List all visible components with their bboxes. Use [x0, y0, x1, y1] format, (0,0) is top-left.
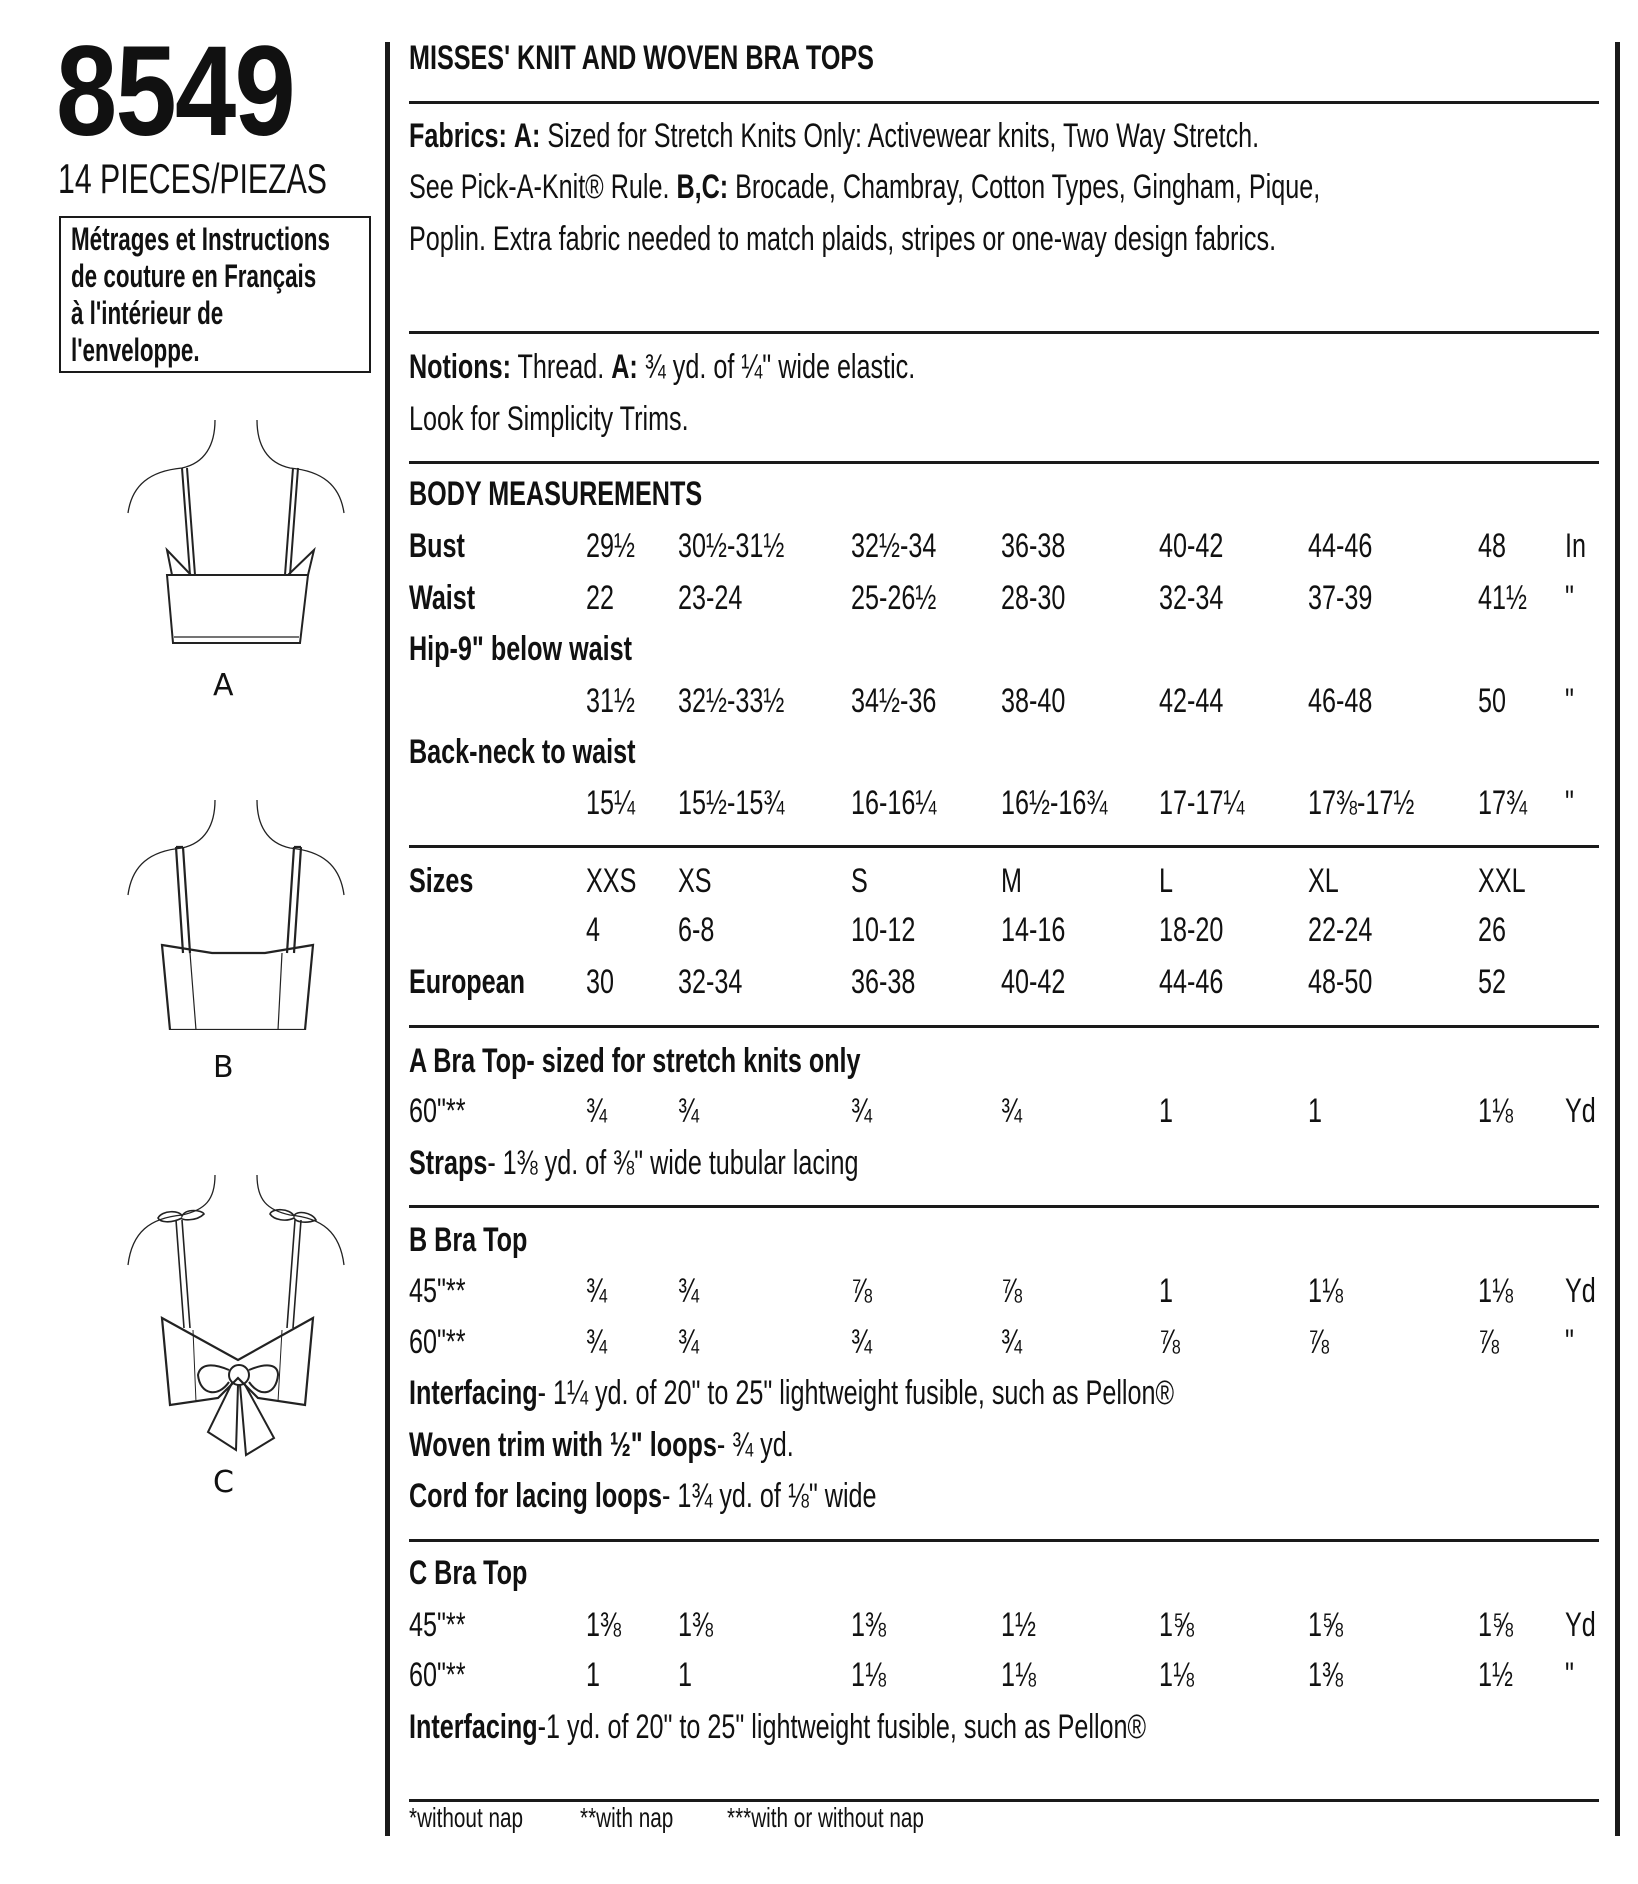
- hip-value: 34½-36: [851, 682, 937, 720]
- size-number: 10-12: [851, 911, 916, 949]
- fabrics-label: Fabrics:: [409, 117, 507, 155]
- bust-value: 30½-31½: [678, 527, 785, 565]
- waist-value: 41½: [1478, 579, 1527, 617]
- back-neck-value: 15½-15¾: [678, 784, 785, 822]
- view-b-45-unit: Yd: [1565, 1272, 1596, 1310]
- hip-value: 38-40: [1001, 682, 1066, 720]
- european-size: 30: [586, 963, 614, 1001]
- view-b-45-value: 1⅛: [1308, 1272, 1343, 1310]
- waist-label: Waist: [409, 579, 476, 617]
- view-b-45-value: ¾: [678, 1272, 699, 1310]
- view-c-60-unit: ": [1565, 1656, 1574, 1694]
- bust-unit: In: [1565, 527, 1586, 565]
- left-divider: [385, 42, 390, 1836]
- hip-value: 42-44: [1159, 682, 1224, 720]
- view-c-45-label: 45"**: [409, 1606, 466, 1644]
- view-b-60-value: ¾: [1001, 1323, 1022, 1361]
- view-c-60-value: 1⅛: [1159, 1656, 1194, 1694]
- european-size: 52: [1478, 963, 1506, 1001]
- french-note-line: à l'intérieur de: [71, 295, 224, 331]
- view-b-45-value: ⅞: [851, 1272, 872, 1310]
- european-size: 40-42: [1001, 963, 1066, 1001]
- band: [167, 575, 308, 643]
- sizes-label: Sizes: [409, 862, 474, 900]
- fabrics-line-1: Fabrics: A: Sized for Stretch Knits Only: Activewear knits, Two Way Stretch.: [409, 117, 1260, 155]
- bust-value: 29½: [586, 527, 635, 565]
- french-instructions-box: [59, 216, 371, 373]
- size-number: 26: [1478, 911, 1506, 949]
- size-number: 4: [586, 911, 601, 949]
- size-letter: XS: [678, 862, 712, 900]
- size-letter: M: [1001, 862, 1022, 900]
- strap-right: [287, 1220, 301, 1328]
- fabrics-line-2: See Pick-A-Knit® Rule. B,C: Brocade, Chambray, Cotton Types, Gingham, Pique,: [409, 168, 1321, 206]
- view-c-45-value: 1⅝: [1159, 1606, 1194, 1644]
- back-neck-value: 17¾: [1478, 784, 1527, 822]
- fabrics-bc-label: B,C:: [676, 168, 729, 206]
- shoulder-line-left: [128, 420, 215, 513]
- view-a-60-value: ¾: [586, 1092, 607, 1130]
- waist-value: 23-24: [678, 579, 743, 617]
- view-c-60-value: 1: [678, 1656, 693, 1694]
- view-b-illustration: [110, 795, 370, 1030]
- view-a-rule: [409, 1205, 1599, 1208]
- size-letter: XXS: [586, 862, 637, 900]
- view-c-45-value: 1⅜: [678, 1606, 713, 1644]
- view-a-title: A Bra Top- sized for stretch knits only: [409, 1042, 861, 1080]
- hip-value: 32½-33½: [678, 682, 785, 720]
- shoulder-line-right: [257, 420, 344, 513]
- notions-rule: [409, 461, 1599, 464]
- waist-value: 37-39: [1308, 579, 1373, 617]
- view-b-60-value: ⅞: [1478, 1323, 1499, 1361]
- view-a-60-value: 1: [1159, 1092, 1174, 1130]
- back-neck-unit: ": [1565, 784, 1574, 822]
- view-c-60-value: 1: [586, 1656, 601, 1694]
- view-b-rule: [409, 1539, 1599, 1542]
- view-c-title: C Bra Top: [409, 1554, 528, 1592]
- size-number: 14-16: [1001, 911, 1066, 949]
- piece-count: [58, 155, 432, 203]
- view-a-60-unit: Yd: [1565, 1092, 1596, 1130]
- size-letter: XXL: [1478, 862, 1526, 900]
- view-c-45-value: 1⅝: [1478, 1606, 1513, 1644]
- view-b-45-value: ¾: [586, 1272, 607, 1310]
- right-divider: [1615, 42, 1620, 1836]
- size-letter: L: [1159, 862, 1174, 900]
- view-c-45-value: 1⅝: [1308, 1606, 1343, 1644]
- bow-tail-right: [240, 1383, 274, 1455]
- view-b-label: B: [213, 1050, 234, 1085]
- notions-line-2: Look for Simplicity Trims.: [409, 400, 689, 438]
- view-b-60-value: ¾: [678, 1323, 699, 1361]
- view-b-cord: Cord for lacing loops- 1¾ yd. of ⅛" wide: [409, 1477, 877, 1515]
- european-label: European: [409, 963, 526, 1001]
- view-b-60-label: 60"**: [409, 1323, 466, 1361]
- size-number: 6-8: [678, 911, 715, 949]
- back-neck-label: Back-neck to waist: [409, 733, 636, 771]
- back-neck-value: 17-17¼: [1159, 784, 1245, 822]
- view-b-interfacing: Interfacing- 1¼ yd. of 20" to 25" lightweight fusible, such as Pellon®: [409, 1374, 1175, 1412]
- footnote-with-or-without-nap: ***with or without nap: [727, 1802, 924, 1833]
- view-b-60-value: ⅞: [1308, 1323, 1329, 1361]
- strap-left: [182, 468, 195, 575]
- hip-value: 31½: [586, 682, 635, 720]
- back-neck-value: 16½-16¾: [1001, 784, 1108, 822]
- back-neck-value: 16-16¼: [851, 784, 937, 822]
- view-a-label: A: [213, 668, 234, 703]
- hip-label: Hip-9" below waist: [409, 630, 633, 668]
- view-a-straps: Straps- 1⅜ yd. of ⅜" wide tubular lacing: [409, 1144, 859, 1182]
- bow-knot: [229, 1365, 249, 1385]
- view-b-60-value: ⅞: [1159, 1323, 1180, 1361]
- view-a-60-value: ¾: [851, 1092, 872, 1130]
- fabrics-rule: [409, 331, 1599, 334]
- hip-unit: ": [1565, 682, 1574, 720]
- european-size: 44-46: [1159, 963, 1224, 1001]
- view-c-60-value: 1⅛: [1001, 1656, 1036, 1694]
- footnote-with-nap: **with nap: [580, 1802, 674, 1833]
- back-neck-value: 17⅜-17½: [1308, 784, 1415, 822]
- hip-value: 46-48: [1308, 682, 1373, 720]
- view-c-60-value: 1⅜: [1308, 1656, 1343, 1694]
- fabrics-a-label: A:: [513, 117, 541, 155]
- view-c-45-value: 1½: [1001, 1606, 1036, 1644]
- bust-value: 48: [1478, 527, 1506, 565]
- view-a-illustration: [110, 415, 370, 645]
- view-b-title: B Bra Top: [409, 1221, 528, 1259]
- view-c-60-value: 1⅛: [851, 1656, 886, 1694]
- french-note-line: l'enveloppe.: [71, 332, 200, 368]
- french-note-line: de couture en Français: [71, 258, 317, 294]
- view-a-60-value: ¾: [678, 1092, 699, 1130]
- size-number: 18-20: [1159, 911, 1224, 949]
- view-a-60-label: 60"**: [409, 1092, 466, 1130]
- european-size: 48-50: [1308, 963, 1373, 1001]
- view-c-45-unit: Yd: [1565, 1606, 1596, 1644]
- waist-value: 28-30: [1001, 579, 1066, 617]
- view-c-60-label: 60"**: [409, 1656, 466, 1694]
- bust-value: 44-46: [1308, 527, 1373, 565]
- view-c-interfacing: Interfacing-1 yd. of 20" to 25" lightweight fusible, such as Pellon®: [409, 1708, 1147, 1746]
- size-number: 22-24: [1308, 911, 1373, 949]
- view-c-45-value: 1⅜: [586, 1606, 621, 1644]
- pattern-number-text: 8549: [56, 20, 295, 163]
- strap-left: [176, 847, 190, 953]
- measurements-rule: [409, 845, 1599, 848]
- view-c-60-value: 1½: [1478, 1656, 1513, 1694]
- view-b-45-value: ⅞: [1001, 1272, 1022, 1310]
- view-c-illustration: [110, 1170, 370, 1470]
- tie-left: [158, 1211, 204, 1222]
- view-b-60-value: ¾: [851, 1323, 872, 1361]
- view-c-45-value: 1⅜: [851, 1606, 886, 1644]
- view-b-60-value: ¾: [586, 1323, 607, 1361]
- view-b-trim: Woven trim with ½" loops- ¾ yd.: [409, 1426, 794, 1464]
- strap-right: [287, 847, 301, 953]
- pattern-title: MISSES' KNIT AND WOVEN BRA TOPS: [409, 39, 874, 77]
- view-a-60-value: 1: [1308, 1092, 1323, 1130]
- view-a-60-value: ¾: [1001, 1092, 1022, 1130]
- back-neck-value: 15¼: [586, 784, 635, 822]
- strap-right: [285, 468, 298, 575]
- european-size: 36-38: [851, 963, 916, 1001]
- view-a-60-value: 1⅛: [1478, 1092, 1513, 1130]
- notions-label: Notions:: [409, 348, 512, 386]
- bust-label: Bust: [409, 527, 465, 565]
- waist-value: 25-26½: [851, 579, 937, 617]
- title-rule: [409, 101, 1599, 104]
- waist-unit: ": [1565, 579, 1574, 617]
- body-measurements-heading: BODY MEASUREMENTS: [409, 475, 703, 513]
- view-c-label: C: [213, 1465, 234, 1500]
- waist-value: 22: [586, 579, 614, 617]
- fabrics-line-3: Poplin. Extra fabric needed to match plaids, stripes or one-way design fabrics.: [409, 220, 1277, 258]
- bow-loop-left: [198, 1365, 229, 1392]
- piece-count-text: 14 PIECES/PIEZAS: [58, 155, 327, 202]
- bust-value: 40-42: [1159, 527, 1224, 565]
- view-b-45-value: 1⅛: [1478, 1272, 1513, 1310]
- footnote-without-nap: *without nap: [409, 1802, 524, 1833]
- hip-value: 50: [1478, 682, 1506, 720]
- waist-value: 32-34: [1159, 579, 1224, 617]
- european-size: 32-34: [678, 963, 743, 1001]
- french-note-line: Métrages et Instructions: [71, 221, 330, 257]
- strap-left: [176, 1220, 190, 1328]
- bust-value: 32½-34: [851, 527, 937, 565]
- view-b-45-label: 45"**: [409, 1272, 466, 1310]
- view-b-60-unit: ": [1565, 1323, 1574, 1361]
- notions-line-1: Notions: Thread. A: ¾ yd. of ¼" wide elastic.: [409, 348, 916, 386]
- size-letter: XL: [1308, 862, 1339, 900]
- cup-point-left: [167, 550, 191, 575]
- bow-loop-right: [249, 1365, 278, 1392]
- bust-value: 36-38: [1001, 527, 1066, 565]
- pattern-number: [56, 22, 333, 162]
- size-letter: S: [851, 862, 868, 900]
- band: [162, 945, 313, 1030]
- sizes-rule: [409, 1025, 1599, 1028]
- view-b-45-value: 1: [1159, 1272, 1174, 1310]
